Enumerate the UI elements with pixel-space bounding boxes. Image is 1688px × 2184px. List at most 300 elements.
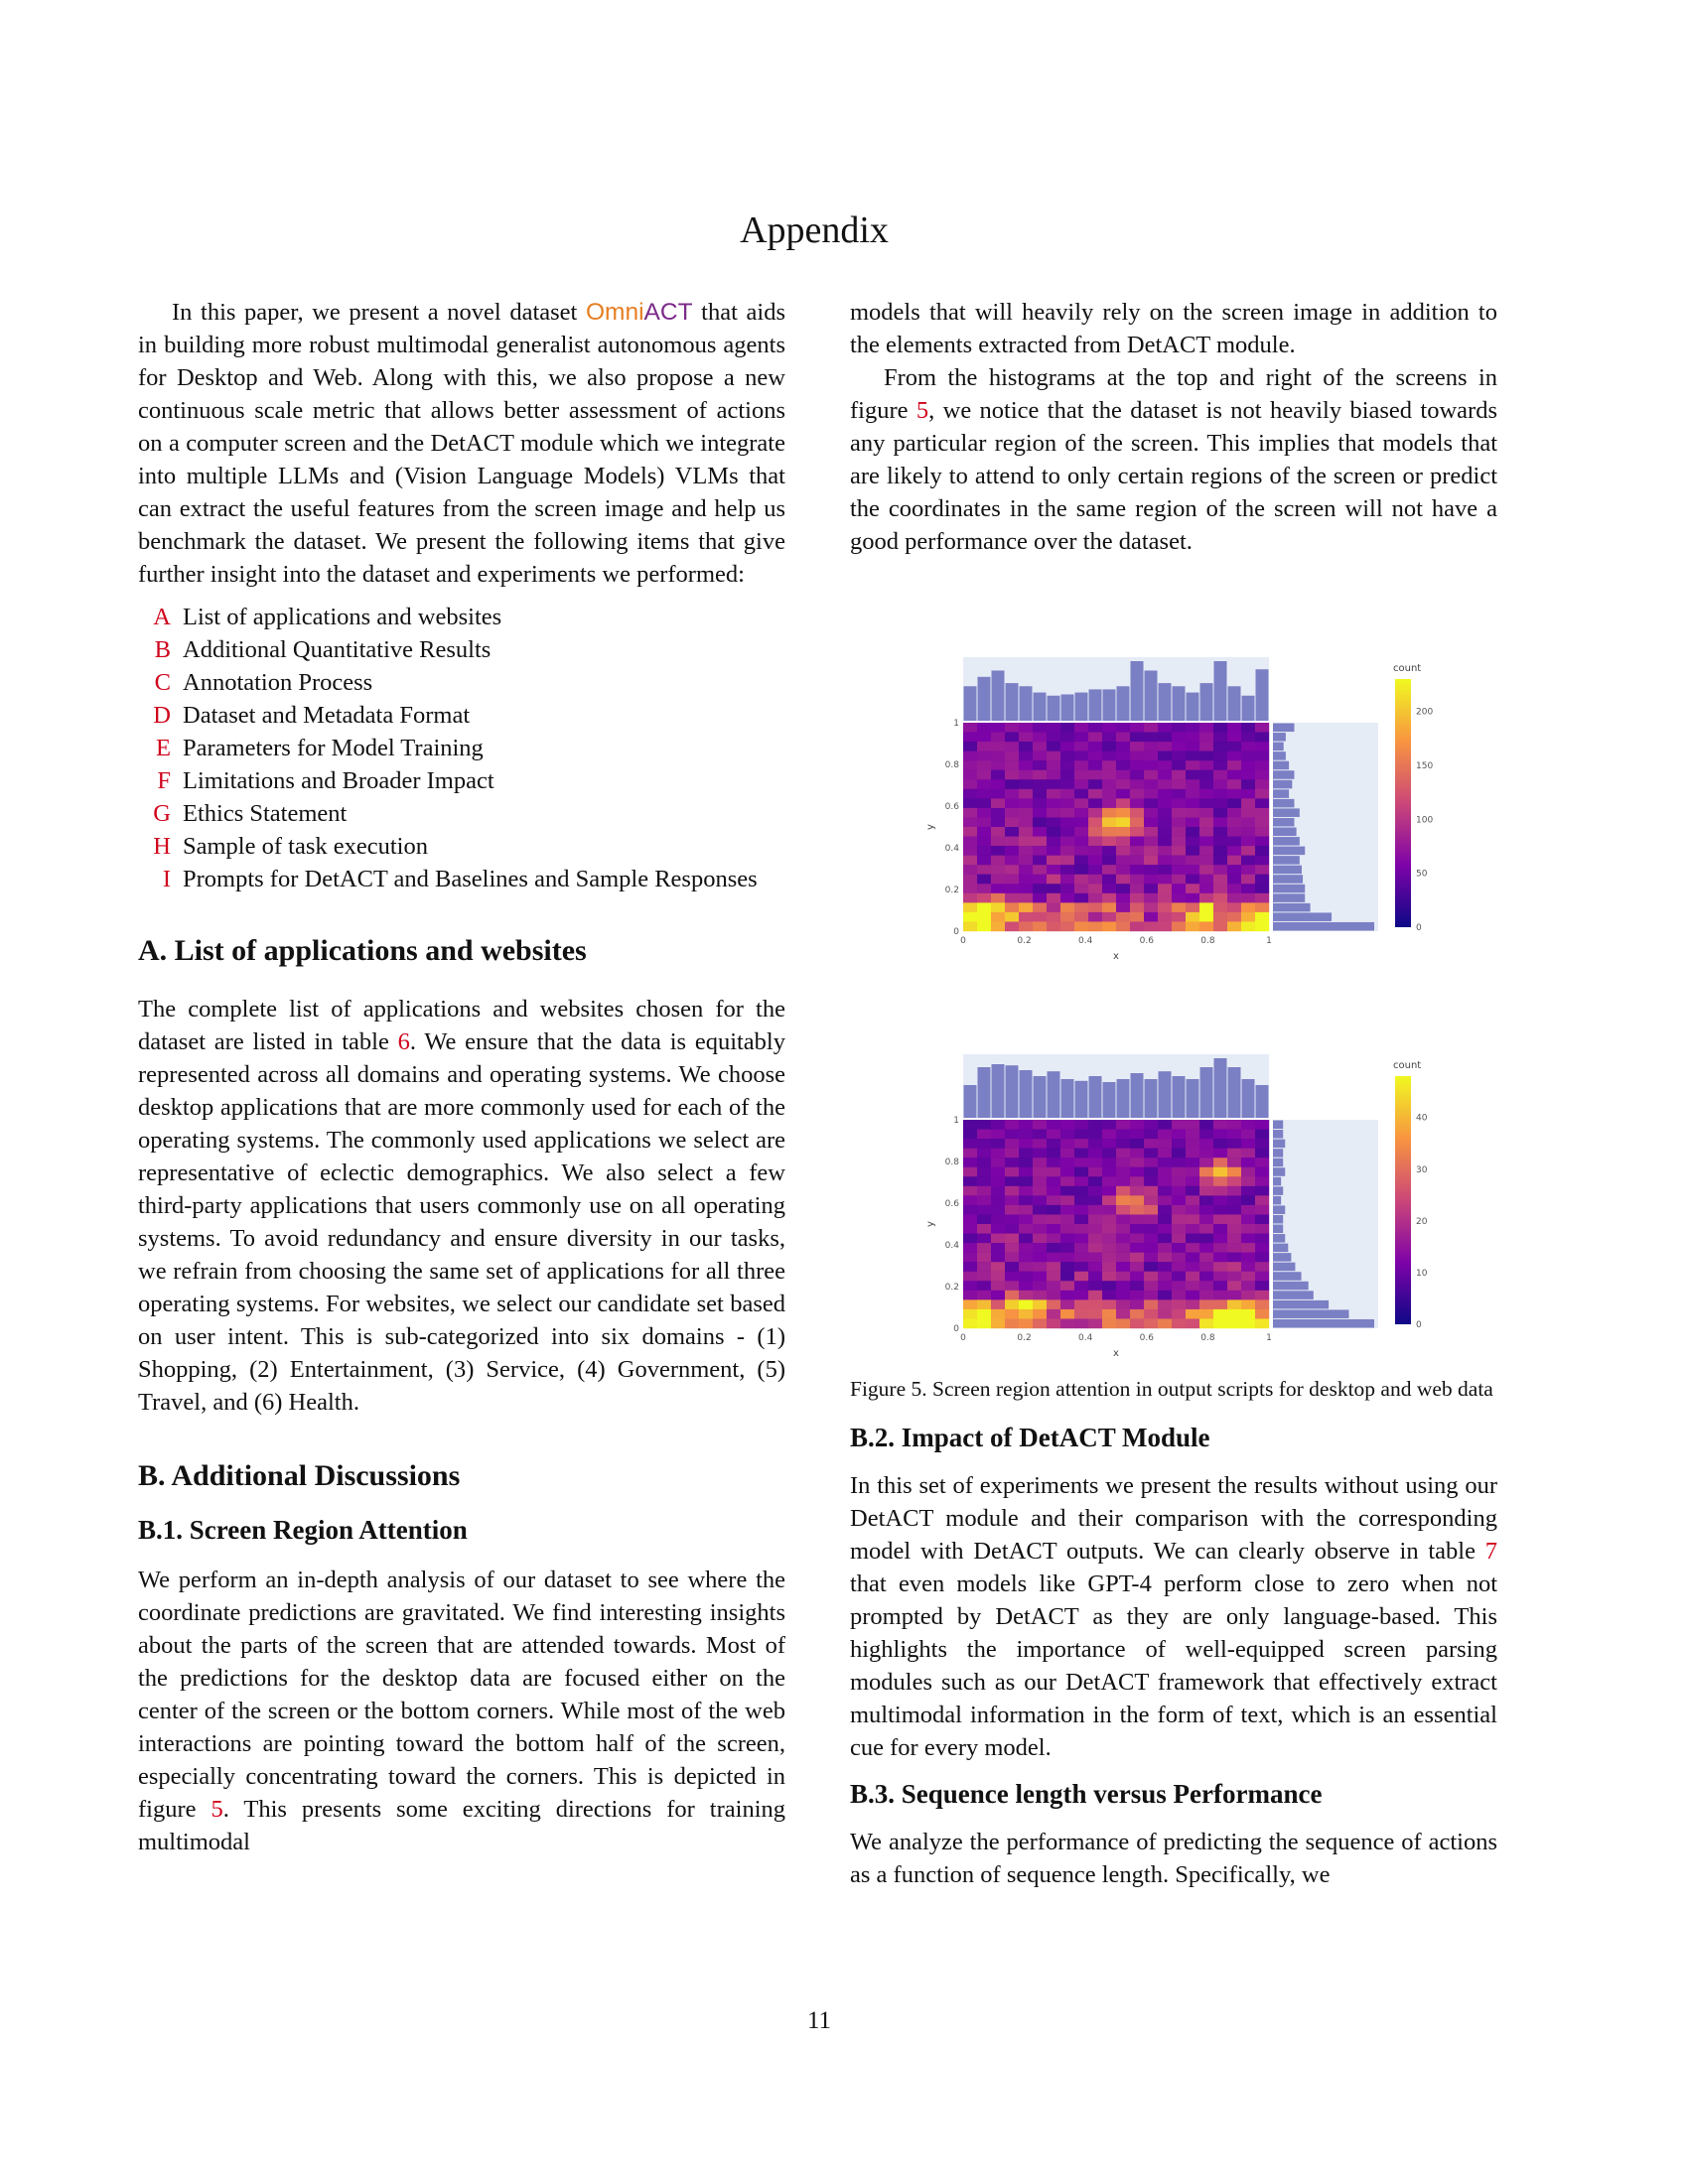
heatmap-cell bbox=[1088, 1243, 1102, 1253]
heatmap-cell bbox=[1005, 912, 1019, 922]
heatmap-cell bbox=[1047, 1167, 1060, 1177]
heatmap-cell bbox=[1227, 1243, 1241, 1253]
heatmap-cell bbox=[1158, 1120, 1172, 1130]
heatmap-cell bbox=[1005, 742, 1019, 751]
heatmap-cell bbox=[1227, 893, 1241, 903]
heatmap-cell bbox=[1033, 1262, 1047, 1272]
heatmap-cell bbox=[1241, 1186, 1255, 1196]
heatmap-cell bbox=[1172, 1272, 1186, 1282]
heatmap-cell bbox=[1213, 1272, 1227, 1282]
heatmap-cell bbox=[1158, 779, 1172, 789]
heatmap-cell bbox=[1255, 751, 1269, 761]
heatmap-cell bbox=[1047, 1299, 1060, 1309]
toc-item[interactable]: E Parameters for Model Training bbox=[138, 732, 785, 764]
section-b1-paragraph: We perform an in-depth analysis of our dataset to see where the coordinate predictions are gravitated. We find interesting insights about the parts of the screen that are attended towards. Most of the predictions for the desktop data are focused either on the center of the screen or the bottom corners. While most of the web interactions are pointing toward the bottom half of the screen, especially concentrating toward the corners. This is depicted in figure 5. This presents some exciting directions for training multimodal bbox=[138, 1567, 785, 1855]
heatmap-cell bbox=[1074, 733, 1088, 743]
heatmap-cell bbox=[1088, 865, 1102, 875]
heatmap-cell bbox=[1088, 817, 1102, 827]
heatmap-cell bbox=[1074, 1158, 1088, 1167]
figure-ref-link[interactable]: 5 bbox=[915, 397, 929, 424]
heatmap-cell bbox=[1186, 1224, 1199, 1234]
heatmap-cell bbox=[1102, 1318, 1116, 1328]
heatmap-cell bbox=[1158, 760, 1172, 770]
heatmap-cell bbox=[1060, 1299, 1074, 1309]
heatmap-cell bbox=[1241, 760, 1255, 770]
heatmap-cell bbox=[1060, 1120, 1074, 1130]
heatmap-cell bbox=[1033, 1299, 1047, 1309]
heatmap-cell bbox=[1172, 1195, 1186, 1205]
heatmap-cell bbox=[1144, 1214, 1158, 1224]
marginal-y-bar bbox=[1273, 1253, 1291, 1262]
heatmap-cell bbox=[1199, 827, 1213, 837]
heatmap-cell bbox=[1060, 827, 1074, 837]
toc-letter[interactable]: H bbox=[153, 833, 171, 860]
heatmap-cell bbox=[1255, 1318, 1269, 1328]
heatmap-cell bbox=[1213, 902, 1227, 912]
heatmap-cell bbox=[1116, 1272, 1130, 1282]
heatmap-cell bbox=[1047, 1214, 1060, 1224]
heatmap-cell bbox=[1186, 1120, 1199, 1130]
heatmap-cell bbox=[1227, 902, 1241, 912]
heatmap-cell bbox=[1130, 1309, 1144, 1319]
heatmap-cell bbox=[1033, 733, 1047, 743]
heatmap-cell bbox=[1255, 1262, 1269, 1272]
heatmap-cell bbox=[1060, 751, 1074, 761]
heatmap-cell bbox=[1047, 723, 1060, 733]
heatmap-cell bbox=[1060, 1167, 1074, 1177]
heatmap-cell bbox=[1102, 808, 1116, 818]
heatmap-cell bbox=[1144, 875, 1158, 885]
heatmap-cell bbox=[1213, 770, 1227, 780]
heatmap-cell bbox=[1227, 1234, 1241, 1244]
heatmap-cell bbox=[1172, 1158, 1186, 1167]
heatmap-cell bbox=[1060, 1158, 1074, 1167]
marginal-x-bar bbox=[1075, 693, 1088, 721]
marginal-y-bar bbox=[1273, 837, 1300, 846]
heatmap-cell bbox=[991, 1120, 1005, 1130]
heatmap-cell bbox=[1227, 1158, 1241, 1167]
heatmap-cell bbox=[1186, 921, 1199, 931]
toc-item[interactable]: F Limitations and Broader Impact bbox=[138, 764, 785, 797]
x-tick-label: 0 bbox=[960, 1333, 966, 1343]
desktop-attention-figure bbox=[918, 655, 1435, 978]
heatmap-cell bbox=[991, 1149, 1005, 1159]
heatmap-cell bbox=[1088, 1272, 1102, 1282]
heatmap-cell bbox=[1074, 837, 1088, 847]
section-b1-paragraph-2: From the histograms at the top and right of the screens in figure 5, we notice that the dataset is not heavily biased towards any particular region of the screen. This implies that models that are likely to attend to only certain regions of the screen or predict the coordinates in the same region of the screen will not have a good performance over the dataset. bbox=[850, 364, 1497, 555]
heatmap-cell bbox=[1116, 1158, 1130, 1167]
heatmap-cell bbox=[1241, 902, 1255, 912]
heatmap-cell bbox=[1060, 770, 1074, 780]
heatmap-cell bbox=[1255, 1139, 1269, 1149]
heatmap-cell bbox=[1047, 827, 1060, 837]
toc-letter[interactable]: I bbox=[162, 866, 171, 892]
marginal-x-bar bbox=[1187, 693, 1199, 721]
heatmap-cell bbox=[977, 751, 991, 761]
heatmap-cell bbox=[1186, 760, 1199, 770]
heatmap-cell bbox=[1019, 827, 1033, 837]
heatmap-cell bbox=[1019, 1120, 1033, 1130]
toc-letter[interactable]: C bbox=[154, 669, 171, 696]
heatmap-cell bbox=[1033, 723, 1047, 733]
heatmap-cell bbox=[1255, 1195, 1269, 1205]
heatmap-cell bbox=[1033, 875, 1047, 885]
heatmap-cell bbox=[1213, 837, 1227, 847]
heatmap-cell bbox=[1116, 770, 1130, 780]
toc-item[interactable]: D Dataset and Metadata Format bbox=[138, 699, 785, 732]
heatmap-cell bbox=[1033, 779, 1047, 789]
marginal-x-bar bbox=[992, 1064, 1005, 1118]
heatmap-cell bbox=[1144, 1253, 1158, 1263]
heatmap-cell bbox=[1130, 742, 1144, 751]
heatmap-cell bbox=[1158, 1299, 1172, 1309]
heatmap-cell bbox=[1088, 1309, 1102, 1319]
marginal-x-bar bbox=[1214, 661, 1227, 721]
heatmap-cell bbox=[1241, 1299, 1255, 1309]
heatmap-cell bbox=[1241, 837, 1255, 847]
heatmap-cell bbox=[1213, 1186, 1227, 1196]
heatmap-cell bbox=[1255, 856, 1269, 866]
heatmap-cell bbox=[963, 1205, 977, 1215]
heatmap-cell bbox=[977, 1272, 991, 1282]
heatmap-cell bbox=[1144, 760, 1158, 770]
heatmap-cell bbox=[991, 1214, 1005, 1224]
heatmap-cell bbox=[1130, 1167, 1144, 1177]
heatmap-cell bbox=[1019, 893, 1033, 903]
heatmap-cell bbox=[1186, 1272, 1199, 1282]
heatmap-cell bbox=[1047, 751, 1060, 761]
marginal-x-bar bbox=[1131, 1073, 1144, 1118]
heatmap-cell bbox=[963, 723, 977, 733]
heatmap-cell bbox=[1102, 751, 1116, 761]
heatmap-cell bbox=[1060, 1291, 1074, 1300]
heatmap-cell bbox=[977, 1149, 991, 1159]
toc-letter[interactable]: G bbox=[153, 800, 171, 827]
heatmap-cell bbox=[1116, 760, 1130, 770]
heatmap-cell bbox=[1060, 817, 1074, 827]
heatmap-cell bbox=[1005, 856, 1019, 866]
heatmap-cell bbox=[1158, 921, 1172, 931]
heatmap-cell bbox=[1186, 751, 1199, 761]
toc-letter[interactable]: D bbox=[153, 702, 171, 729]
heatmap-cell bbox=[1047, 856, 1060, 866]
heatmap-cell bbox=[1116, 902, 1130, 912]
marginal-y-bar bbox=[1273, 1205, 1285, 1214]
heatmap-cell bbox=[1255, 865, 1269, 875]
heatmap-cell bbox=[1130, 1186, 1144, 1196]
heatmap-cell bbox=[1130, 1139, 1144, 1149]
heatmap-cell bbox=[1199, 1262, 1213, 1272]
heatmap-cell bbox=[1241, 723, 1255, 733]
heatmap-cell bbox=[1102, 723, 1116, 733]
heatmap-cell bbox=[1186, 837, 1199, 847]
heatmap-cell bbox=[1172, 893, 1186, 903]
heatmap-cell bbox=[1033, 798, 1047, 808]
heatmap-cell bbox=[1019, 733, 1033, 743]
heatmap-cell bbox=[1088, 846, 1102, 856]
heatmap-cell bbox=[1172, 1224, 1186, 1234]
heatmap-cell bbox=[1158, 875, 1172, 885]
heatmap-cell bbox=[1074, 779, 1088, 789]
page-title: Appendix bbox=[740, 209, 889, 251]
heatmap-cell bbox=[1144, 779, 1158, 789]
heatmap-cell bbox=[1088, 733, 1102, 743]
table-ref-link[interactable]: 7 bbox=[1484, 1538, 1497, 1565]
heatmap-cell bbox=[991, 1158, 1005, 1167]
heatmap-cell bbox=[1144, 1291, 1158, 1300]
heatmap-cell bbox=[1172, 789, 1186, 799]
heatmap-cell bbox=[1130, 1120, 1144, 1130]
heatmap-cell bbox=[1047, 798, 1060, 808]
heatmap-cell bbox=[1158, 1195, 1172, 1205]
toc-item[interactable]: B Additional Quantitative Results bbox=[138, 633, 785, 666]
heatmap-cell bbox=[977, 921, 991, 931]
heatmap-cell bbox=[963, 1224, 977, 1234]
heatmap-cell bbox=[977, 1234, 991, 1244]
heatmap-cell bbox=[1130, 827, 1144, 837]
section-b1-heading: B.1. Screen Region Attention bbox=[138, 1515, 468, 1545]
heatmap-cell bbox=[1186, 808, 1199, 818]
heatmap-cell bbox=[1255, 875, 1269, 885]
heatmap-cell bbox=[1241, 1195, 1255, 1205]
heatmap-cell bbox=[963, 1253, 977, 1263]
heatmap-cell bbox=[963, 875, 977, 885]
heatmap-cell bbox=[991, 856, 1005, 866]
heatmap-cell bbox=[1019, 817, 1033, 827]
heatmap-cell bbox=[1033, 1130, 1047, 1140]
heatmap-cell bbox=[1047, 865, 1060, 875]
heatmap-cell bbox=[1005, 884, 1019, 893]
marginal-y-bar bbox=[1273, 1167, 1285, 1176]
heatmap-cell bbox=[1116, 1186, 1130, 1196]
marginal-x-bar bbox=[1145, 1079, 1158, 1118]
heatmap-cell bbox=[1241, 1281, 1255, 1291]
heatmap-cell bbox=[963, 865, 977, 875]
heatmap-cell bbox=[991, 912, 1005, 922]
marginal-y-bar bbox=[1273, 1196, 1281, 1205]
heatmap-cell bbox=[1005, 875, 1019, 885]
y-tick-label: 1 bbox=[953, 1116, 959, 1126]
heatmap-cell bbox=[1241, 1291, 1255, 1300]
heatmap-cell bbox=[1199, 760, 1213, 770]
heatmap-cell bbox=[977, 1281, 991, 1291]
heatmap-cell bbox=[1130, 1205, 1144, 1215]
y-tick-label: 1 bbox=[953, 719, 959, 729]
heatmap-cell bbox=[1227, 789, 1241, 799]
heatmap-cell bbox=[1074, 1120, 1088, 1130]
heatmap-cell bbox=[1158, 893, 1172, 903]
marginal-x-bar bbox=[964, 1085, 977, 1118]
heatmap-cell bbox=[1213, 1243, 1227, 1253]
heatmap-cell bbox=[977, 875, 991, 885]
heatmap-cell bbox=[1172, 1149, 1186, 1159]
heatmap-cell bbox=[1255, 921, 1269, 931]
heatmap-cell bbox=[963, 1214, 977, 1224]
heatmap-cell bbox=[1019, 751, 1033, 761]
heatmap-cell bbox=[1241, 1176, 1255, 1186]
heatmap-cell bbox=[1074, 1195, 1088, 1205]
heatmap-cell bbox=[1047, 808, 1060, 818]
heatmap-cell bbox=[1186, 912, 1199, 922]
heatmap-cell bbox=[1019, 865, 1033, 875]
toc-item[interactable]: C Annotation Process bbox=[138, 666, 785, 699]
heatmap-cell bbox=[1130, 846, 1144, 856]
marginal-y-bar bbox=[1273, 1282, 1309, 1291]
heatmap-cell bbox=[1213, 1120, 1227, 1130]
marginal-y-bar bbox=[1273, 1121, 1283, 1130]
heatmap-cell bbox=[1088, 875, 1102, 885]
heatmap-cell bbox=[1019, 875, 1033, 885]
heatmap-cell bbox=[1074, 798, 1088, 808]
heatmap-cell bbox=[1227, 875, 1241, 885]
heatmap-cell bbox=[963, 1139, 977, 1149]
toc-letter[interactable]: A bbox=[153, 604, 171, 630]
heatmap-cell bbox=[1019, 1262, 1033, 1272]
marginal-y-bar bbox=[1273, 1300, 1329, 1309]
heatmap-cell bbox=[1074, 742, 1088, 751]
heatmap-cell bbox=[1033, 884, 1047, 893]
heatmap-cell bbox=[1172, 1234, 1186, 1244]
heatmap-cell bbox=[1019, 1195, 1033, 1205]
heatmap-cell bbox=[1199, 1195, 1213, 1205]
heatmap-cell bbox=[1186, 846, 1199, 856]
heatmap-cell bbox=[1074, 1262, 1088, 1272]
heatmap-cell bbox=[1033, 893, 1047, 903]
heatmap-cell bbox=[1213, 789, 1227, 799]
heatmap-cell bbox=[977, 723, 991, 733]
heatmap-cell bbox=[1116, 1253, 1130, 1263]
colorbar-tick-label: 30 bbox=[1416, 1164, 1428, 1175]
toc-item[interactable]: G Ethics Statement bbox=[138, 797, 785, 830]
appendix-contents-list bbox=[138, 601, 785, 895]
heatmap-cell bbox=[1005, 1318, 1019, 1328]
heatmap-cell bbox=[1186, 1186, 1199, 1196]
heatmap-cell bbox=[1227, 1214, 1241, 1224]
heatmap-cell bbox=[1158, 1243, 1172, 1253]
heatmap-cell bbox=[991, 884, 1005, 893]
heatmap-cell bbox=[1255, 808, 1269, 818]
y-axis-label: y bbox=[925, 824, 936, 830]
figure-ref-link[interactable]: 5 bbox=[211, 1796, 223, 1823]
heatmap-cell bbox=[1060, 1281, 1074, 1291]
heatmap-cell bbox=[1102, 893, 1116, 903]
heatmap-cell bbox=[1088, 1139, 1102, 1149]
heatmap-cell bbox=[1033, 1167, 1047, 1177]
heatmap-cell bbox=[991, 798, 1005, 808]
heatmap-cell bbox=[1074, 912, 1088, 922]
heatmap-cell bbox=[977, 760, 991, 770]
heatmap-cell bbox=[1227, 1205, 1241, 1215]
heatmap-cell bbox=[1172, 1130, 1186, 1140]
heatmap-cell bbox=[1102, 1158, 1116, 1167]
marginal-y-bar bbox=[1273, 761, 1289, 770]
heatmap-cell bbox=[1255, 1243, 1269, 1253]
heatmap-cell bbox=[1033, 1291, 1047, 1300]
section-a-paragraph: The complete list of applications and websites chosen for the dataset are listed in table 6. We ensure that the data is equitably represented across all domains and operating systems. We choose desktop applications that are more commonly used for each of the operating systems. The commonly used applications we select are representative of eclectic demographics. We also select a few third-party applications that users commonly use on all operating systems. To avoid redundancy and ensure diversity in our tasks, we refrain from choosing the same set of applications for all three operating systems. For websites, we select our candidate set based on user intent. This is sub-categorized into six domains - (1) Shopping, (2) Entertainment, (3) Service, (4) Government, (5) Travel, and (6) Health. bbox=[138, 996, 785, 1416]
toc-letter[interactable]: F bbox=[157, 767, 171, 794]
heatmap-cell bbox=[1144, 1149, 1158, 1159]
heatmap-cell bbox=[1172, 1309, 1186, 1319]
colorbar-tick-label: 100 bbox=[1416, 815, 1434, 826]
heatmap-cell bbox=[991, 779, 1005, 789]
heatmap-cell bbox=[1144, 1262, 1158, 1272]
heatmap-cell bbox=[1172, 1281, 1186, 1291]
heatmap-cell bbox=[1005, 1243, 1019, 1253]
toc-item[interactable]: H Sample of task execution bbox=[138, 830, 785, 863]
marginal-y-bar bbox=[1273, 1130, 1283, 1139]
heatmap-cell bbox=[1019, 902, 1033, 912]
toc-item[interactable]: A List of applications and websites bbox=[138, 601, 785, 633]
marginal-x-bar bbox=[1048, 696, 1060, 721]
heatmap-cell bbox=[1033, 1158, 1047, 1167]
heatmap-cell bbox=[1074, 808, 1088, 818]
section-b3-paragraph: We analyze the performance of predicting the sequence of actions as a function of sequence length. Specifically, we bbox=[850, 1829, 1497, 1888]
heatmap-cell bbox=[1033, 1149, 1047, 1159]
heatmap-cell bbox=[1088, 856, 1102, 866]
heatmap-cell bbox=[1186, 789, 1199, 799]
heatmap-cell bbox=[1074, 921, 1088, 931]
heatmap-cell bbox=[1102, 1253, 1116, 1263]
heatmap-cell bbox=[1255, 893, 1269, 903]
heatmap-cell bbox=[1060, 1234, 1074, 1244]
heatmap-cell bbox=[1102, 846, 1116, 856]
heatmap-cell bbox=[1186, 1243, 1199, 1253]
heatmap-cell bbox=[1074, 1130, 1088, 1140]
toc-letter[interactable]: E bbox=[156, 735, 171, 761]
heatmap-cell bbox=[977, 1318, 991, 1328]
heatmap-cell bbox=[1005, 1299, 1019, 1309]
heatmap-cell bbox=[1102, 1130, 1116, 1140]
heatmap-cell bbox=[1241, 1272, 1255, 1282]
heatmap-cell bbox=[1102, 912, 1116, 922]
heatmap-cell bbox=[1213, 742, 1227, 751]
heatmap-cell bbox=[977, 770, 991, 780]
heatmap-cell bbox=[1116, 808, 1130, 818]
heatmap-cell bbox=[1186, 1149, 1199, 1159]
heatmap-cell bbox=[1227, 1167, 1241, 1177]
heatmap-cell bbox=[1019, 1299, 1033, 1309]
heatmap-cell bbox=[1116, 893, 1130, 903]
heatmap-cell bbox=[1116, 1176, 1130, 1186]
omniact-logo: OmniACT bbox=[585, 299, 693, 326]
table-ref-link[interactable]: 6 bbox=[397, 1028, 410, 1055]
heatmap-cell bbox=[1186, 865, 1199, 875]
heatmap-cell bbox=[1213, 893, 1227, 903]
marginal-y-bar bbox=[1273, 1159, 1283, 1167]
heatmap-cell bbox=[1213, 827, 1227, 837]
heatmap-cell bbox=[1005, 1214, 1019, 1224]
heatmap-cell bbox=[1130, 921, 1144, 931]
heatmap-cell bbox=[1241, 742, 1255, 751]
heatmap-cell bbox=[1033, 770, 1047, 780]
x-tick-label: 1 bbox=[1266, 936, 1272, 946]
heatmap-cell bbox=[977, 779, 991, 789]
heatmap-cell bbox=[1005, 837, 1019, 847]
heatmap-cell bbox=[1241, 875, 1255, 885]
heatmap-cell bbox=[1158, 1272, 1172, 1282]
toc-letter[interactable]: B bbox=[154, 636, 171, 663]
heatmap-cell bbox=[1199, 875, 1213, 885]
toc-item[interactable]: I Prompts for DetACT and Baselines and Sample Responses bbox=[138, 863, 785, 895]
heatmap-cell bbox=[1158, 1214, 1172, 1224]
heatmap-cell bbox=[991, 827, 1005, 837]
heatmap-cell bbox=[1172, 856, 1186, 866]
heatmap-cell bbox=[977, 1158, 991, 1167]
heatmap-cell bbox=[1227, 817, 1241, 827]
heatmap-cell bbox=[1186, 1291, 1199, 1300]
heatmap-cell bbox=[1255, 1272, 1269, 1282]
heatmap-cell bbox=[1088, 1186, 1102, 1196]
